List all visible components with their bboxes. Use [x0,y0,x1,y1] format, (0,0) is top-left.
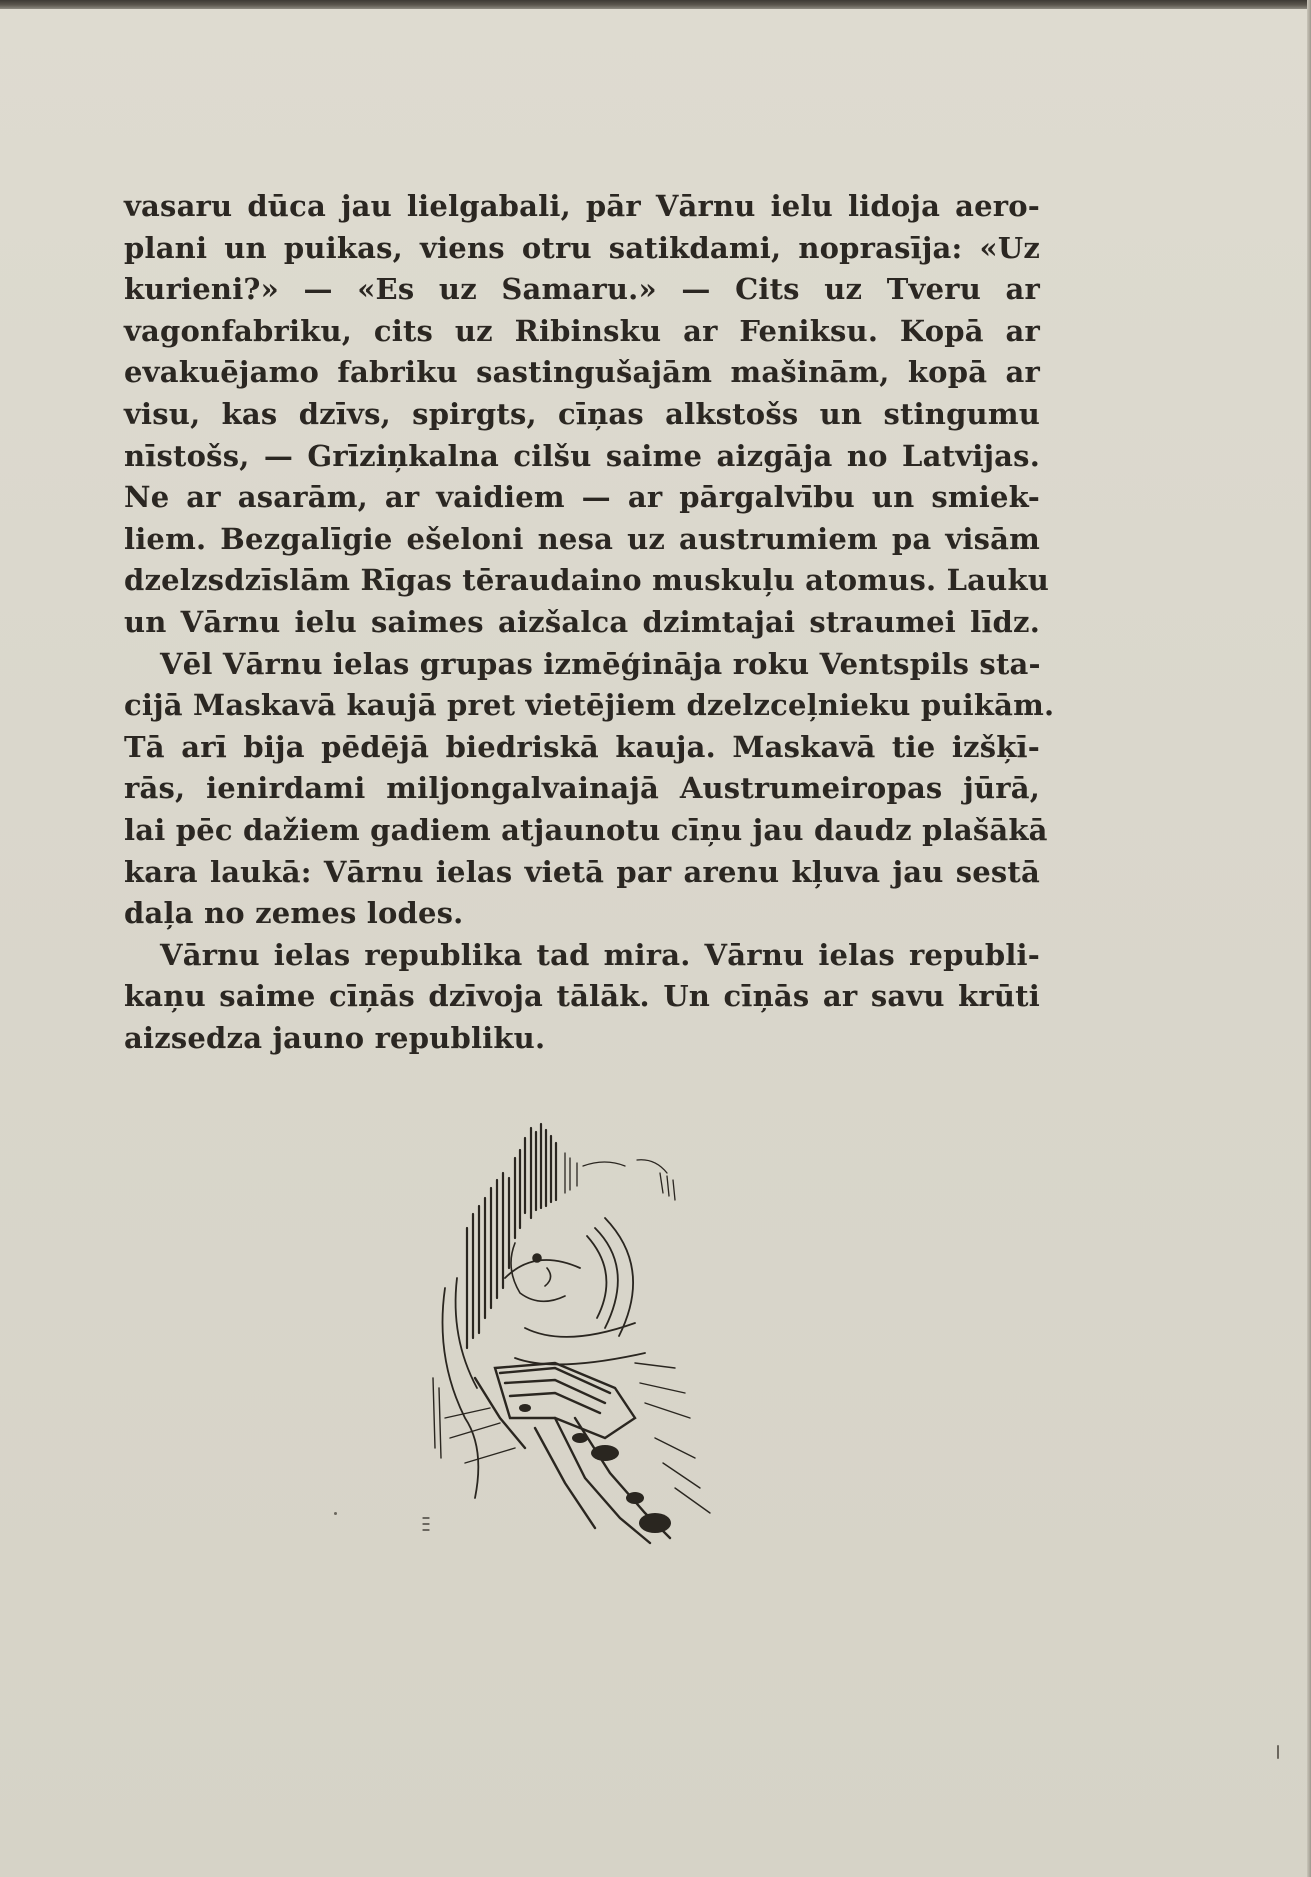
text-line: Vārnu ielas republika tad mira. Vārnu ielas republi- [160,937,1040,972]
text-line: aizsedza jauno republiku. [124,1020,546,1055]
text-line: daļa no zemes lodes. [124,896,464,931]
page-top-edge [0,0,1311,9]
text-line: vagonfabriku, cits uz Ribinsku ar Feniksu. Kopā ar [124,313,1040,348]
locomotive-sketch-icon [405,1118,745,1563]
text-line: kara laukā: Vārnu ielas vietā par arenu kļuva jau sestā [124,854,1040,889]
paper-speck [334,1512,337,1515]
text-line: dzelzsdzīslām Rīgas tēraudaino muskuļu atomus. Lauku [124,563,1050,598]
text-line: rās, ienirdami miljongalvainajā Austrumeiropas jūrā, [124,771,1040,806]
text-line: nīstošs, — Grīziņkalna cilšu saime aizgāja no Latvijas. [124,438,1040,473]
text-line: lai pēc dažiem gadiem atjaunotu cīņu jau daudz plašākā [124,812,1048,847]
text-line: vasaru dūca jau lielgabali, pār Vārnu ielu lidoja aero- [124,189,1040,223]
paragraph-1 [124,186,1050,644]
paragraph-2 [124,644,1055,935]
paper-speck [1277,1745,1279,1759]
text-line: kaņu saime cīņās dzīvoja tālāk. Un cīņās ar savu krūti [124,979,1040,1014]
paragraph-3 [124,935,1040,1060]
text-line: Tā arī bija pēdējā biedriskā kauja. Maskavā tie izšķī- [124,729,1040,764]
text-line: liem. Bezgalīgie ešeloni nesa uz austrumiem pa visām [124,521,1040,556]
body-text [124,186,1055,1059]
text-line: visu, kas dzīvs, spirgts, cīņas alkstošs un stingumu [124,396,1040,431]
text-line: plani un puikas, viens otru satikdami, noprasīja: «Uz [124,230,1040,265]
text-line: Vēl Vārnu ielas grupas izmēģināja roku Ventspils sta- [160,646,1041,681]
text-line: cijā Maskavā kaujā pret vietējiem dzelzceļnieku puikām. [124,688,1055,723]
text-line: un Vārnu ielu saimes aizšalca dzimtajai straumei līdz. [124,604,1040,639]
text-line: Ne ar asarām, ar vaidiem — ar pārgalvību un smiek- [124,480,1040,515]
page-right-edge [1307,0,1311,1877]
text-line: kurieni?» — «Es uz Samaru.» — Cits uz Tveru ar [124,272,1040,307]
text-line: evakuējamo fabriku sastingušajām mašinām, kopā ar [124,355,1040,390]
